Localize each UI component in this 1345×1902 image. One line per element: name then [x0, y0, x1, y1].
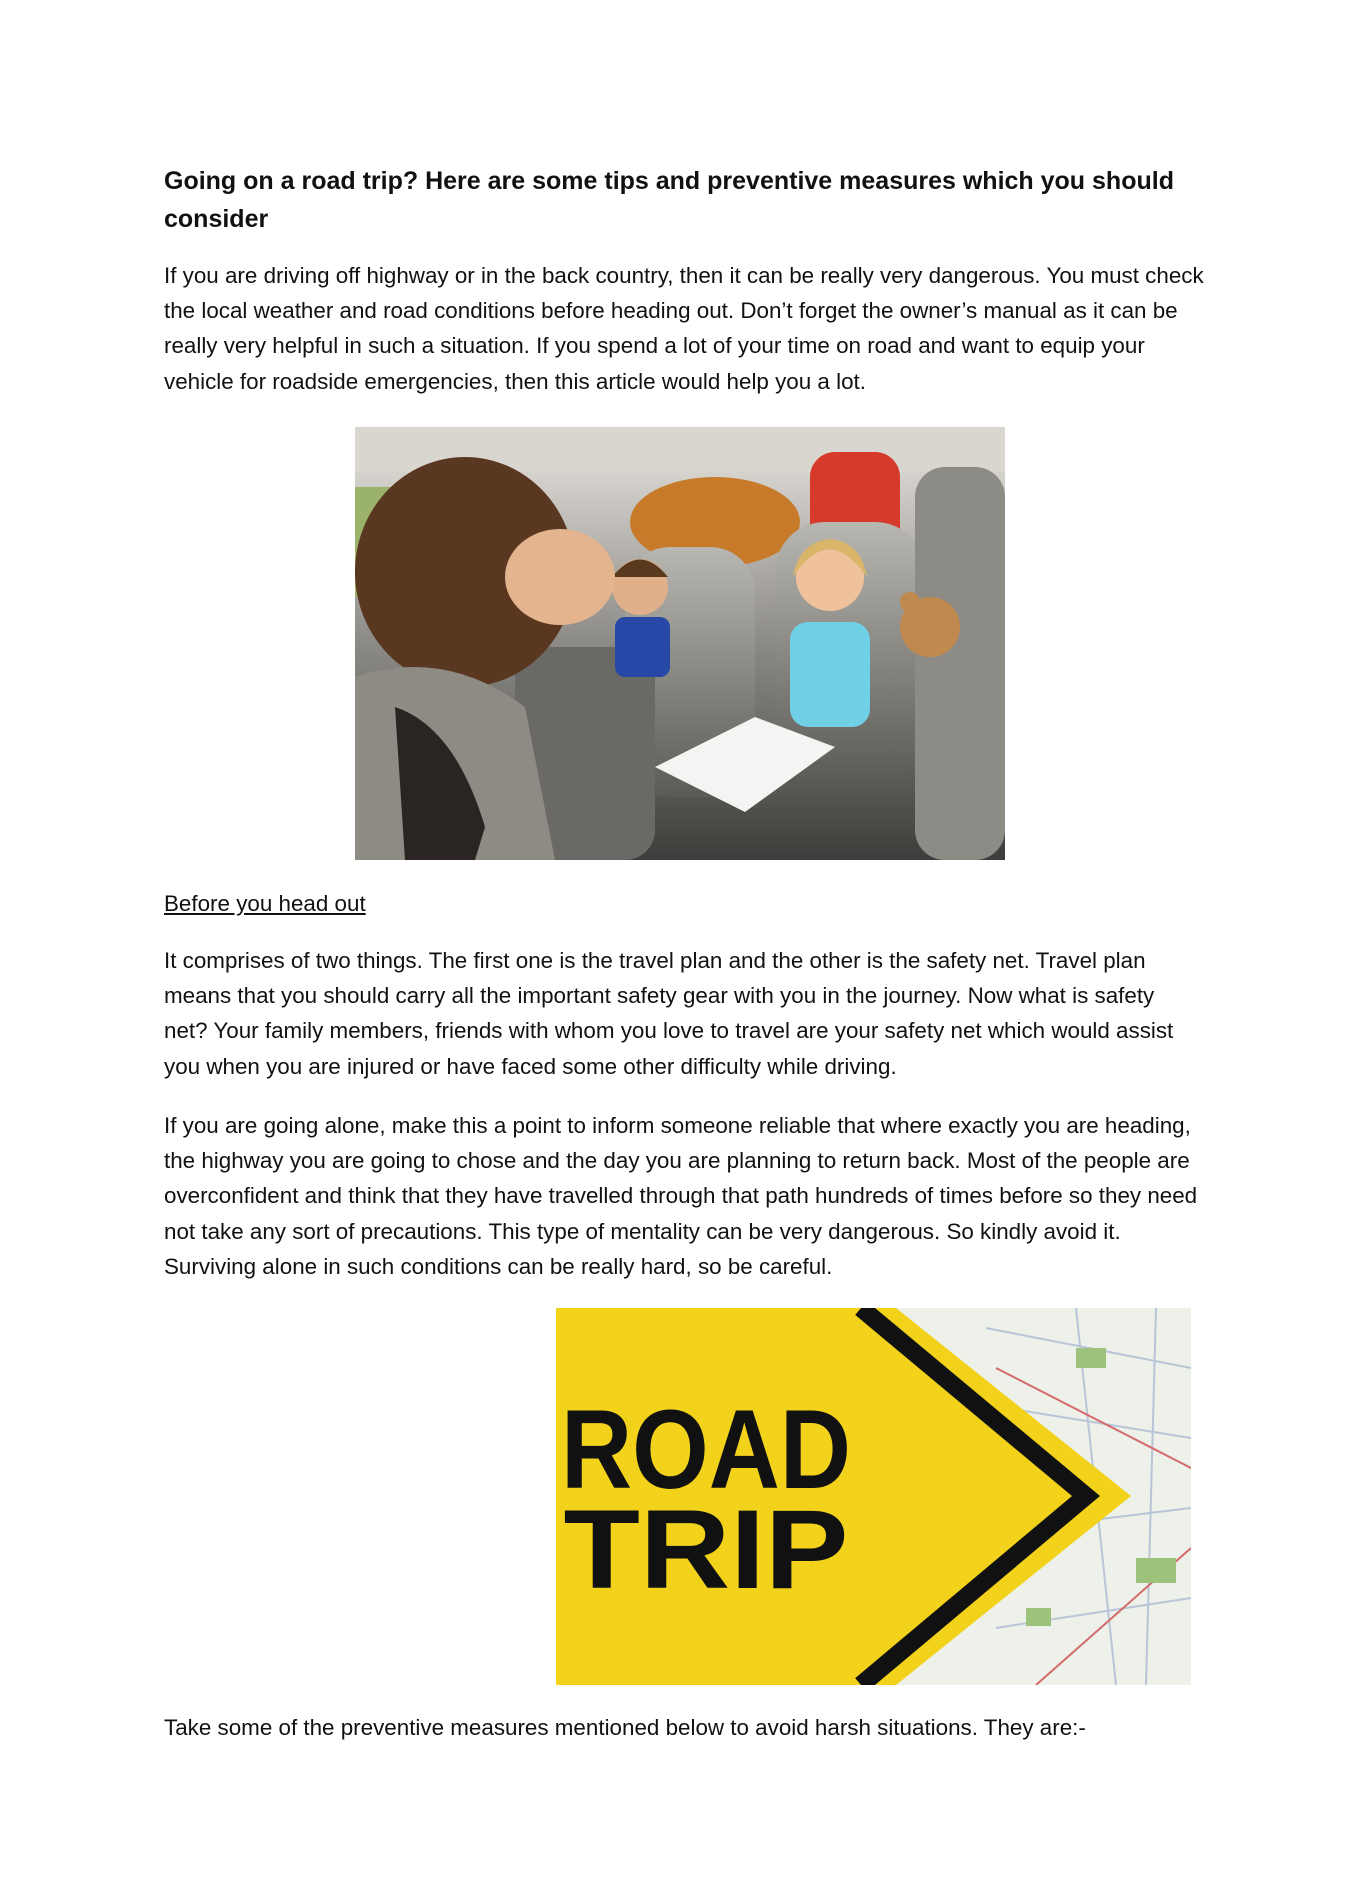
- travel-plan-paragraph: It comprises of two things. The first one is the travel plan and the other is the safety net. Travel plan means that you should carry all the important safety gear with you in the journey. Now what is safety net? Your family members, friends with whom you love to travel are your safety net which would assist you when you are injured or have faced some other difficulty while driving.: [164, 948, 1174, 1079]
- family-car-photo: [355, 427, 1005, 860]
- closing-paragraph: Take some of the preventive measures mentioned below to avoid harsh situations. They are:-: [164, 1715, 1086, 1740]
- sign-line-1: ROAD: [561, 1387, 851, 1512]
- sign-line-2: TRIP: [563, 1487, 849, 1612]
- road-trip-sign: [556, 1308, 1191, 1685]
- intro-paragraph: If you are driving off highway or in the back country, then it can be really very dangerous. You must check the local weather and road conditions before heading out. Don’t forget the owner’s manual as it can be really very helpful in such a situation. If you spend a lot of your time on road and want to equip your vehicle for roadside emergencies, then this article would help you a lot.: [164, 263, 1204, 394]
- article-title: Going on a road trip? Here are some tips and preventive measures which you should consider: [164, 167, 1174, 233]
- section-heading: Before you head out: [164, 891, 366, 916]
- going-alone-paragraph: If you are going alone, make this a point to inform someone reliable that where exactly you are heading, the highway you are going to chose and the day you are planning to return back. Most of the people are overconfident and think that they have travelled through that path hundreds of times before so they need not take any sort of precautions. This type of mentality can be very dangerous. So kindly avoid it. Surviving alone in such conditions can be really hard, so be careful.: [164, 1113, 1198, 1279]
